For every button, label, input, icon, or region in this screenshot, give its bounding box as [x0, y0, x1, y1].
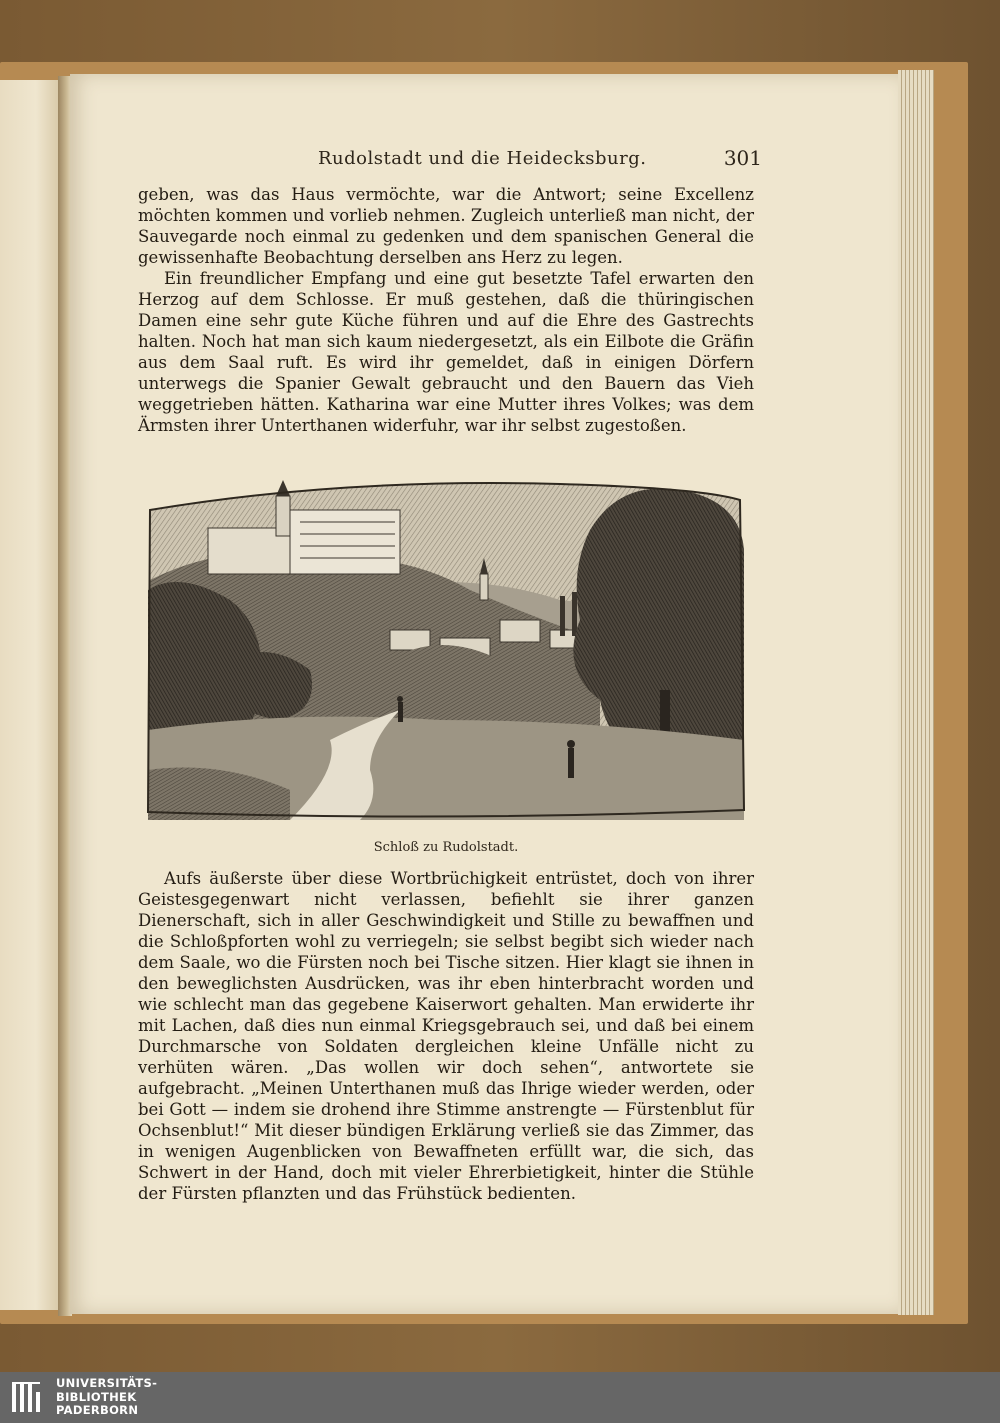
left-page-edge	[0, 80, 60, 1310]
paragraph: geben, was das Haus vermöchte, war die Antwort; seine Excellenz möchten kommen und vorlieb nehmen. Zugleich unterließ man nicht, der Sauvegarde noch einmal zu gedenken und dem spanischen General die gewissenhafte Beobachtung derselben ans Herz zu legen.	[138, 185, 754, 267]
page-edges	[898, 70, 934, 1315]
library-footer-bar	[0, 1372, 1000, 1423]
paragraph: Ein freundlicher Empfang und eine gut besetzte Tafel erwarten den Herzog auf dem Schlosse. Er muß gestehen, daß die thüringischen Damen eine sehr gute Küche führen und auf die Ehre des Gastrechts halten. Noch hat man sich kaum niedergesetzt, als ein Eilbote die Gräfin aus dem Saal ruft. Es wird ihr gemeldet, daß in einigen Dörfern unterwegs die Spanier Gewalt gebraucht und den Bauern das Vieh weggetrieben hätten. Katharina war eine Mutter ihres Volkes; was dem Ärmsten ihrer Unterthanen widerfuhr, war ihr selbst zugestoßen.	[138, 269, 754, 435]
page-number: 301	[723, 146, 762, 170]
figure-caption: Schloß zu Rudolstadt.	[373, 840, 519, 855]
library-name	[56, 1377, 157, 1418]
running-head: Rudolstadt und die Heidecksburg.	[318, 148, 647, 169]
library-name-line: UNIVERSITÄTS-	[56, 1376, 158, 1390]
library-logo-icon	[10, 1380, 46, 1416]
library-name-line: PADERBORN	[56, 1403, 139, 1417]
text-block-top	[138, 184, 754, 436]
library-name-line: BIBLIOTHEK	[56, 1389, 137, 1404]
castle-landscape-engraving	[140, 470, 752, 826]
engraving-illustration	[140, 470, 752, 826]
text-block-bottom	[138, 868, 754, 1204]
paragraph: Aufs äußerste über diese Wortbrüchigkeit entrüstet, doch von ihrer Geistesgegenwart nicht verlassen, befiehlt sie ihrer ganzen Dienerschaft, sich in aller Geschwindigkeit und Stille zu bewaffnen und die Schloßpforten wohl zu verriegeln; sie selbst begibt sich wieder nach dem Saale, wo die Fürsten noch bei Tische sitzen. Hier klagt sie ihnen in den beweglichsten Ausdrücken, was ihr eben hinterbracht worden und wie schlecht man das gegebene Kaiserwort gehalten. Man erwiderte ihr mit Lachen, daß dies nun einmal Kriegsgebrauch sei, und daß bei einem Durchmarsche von Soldaten dergleichen kleine Unfälle nicht zu verhüten wären. „Das wollen wir doch sehen“, antwortete sie aufgebracht. „Meinen Unterthanen muß das Ihrige wieder werden, oder bei Gott — indem sie drohend ihre Stimme anstrengte — Fürstenblut für Ochsenblut!“ Mit dieser bündigen Erklärung verließ sie das Zimmer, das in wenigen Augenblicken von Bewaffneten erfüllt war, die sich, das Schwert in der Hand, doch mit vieler Ehrerbietigkeit, hinter die Stühle der Fürsten pflanzten und das Frühstück bedienten.	[138, 869, 754, 1203]
